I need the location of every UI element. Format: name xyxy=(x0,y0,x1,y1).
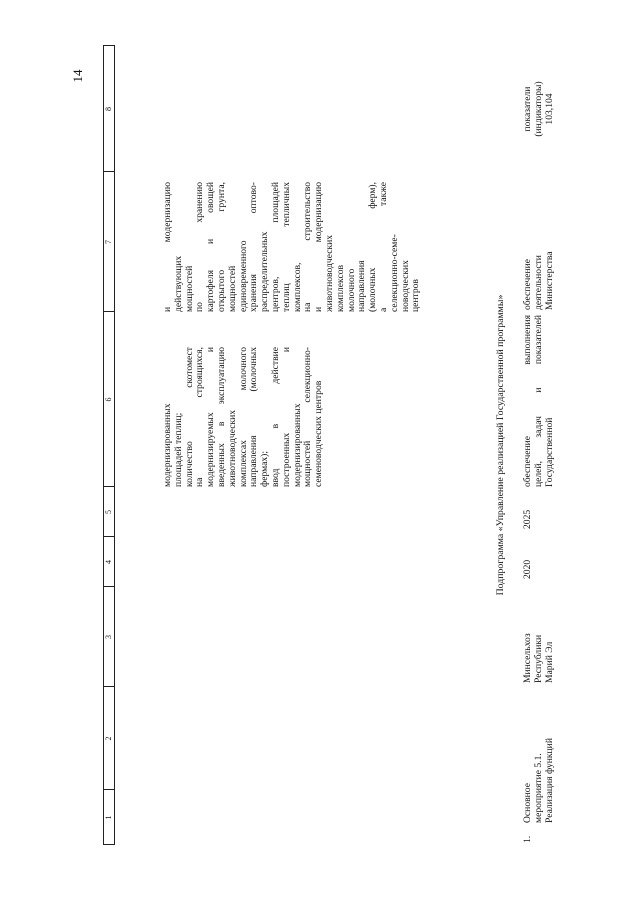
cell-line: (индикаторы) xyxy=(532,81,544,137)
column-number: 5 xyxy=(104,510,113,514)
cell-line: по хранению xyxy=(194,182,206,312)
column-number: 7 xyxy=(104,240,113,244)
cell-line: и модернизацию xyxy=(162,182,173,312)
cell-line: (молочных ферм), xyxy=(367,182,379,312)
column-number-row-border xyxy=(114,45,115,845)
cell-line: и модернизацию xyxy=(313,182,325,312)
activity-name-cell xyxy=(523,713,555,823)
cell-line: показатели xyxy=(522,86,533,132)
cell-line: распределительных xyxy=(259,231,271,312)
subprogram-title: Подпрограмма «Управление реализацией Государственной программы» xyxy=(495,294,506,596)
cell-line: комплексов, xyxy=(291,262,303,312)
cell-line: деятельности xyxy=(532,255,544,310)
goals-cell xyxy=(523,315,555,487)
cell-line: Марий Эл xyxy=(543,641,555,683)
cell-line: ввод в действие xyxy=(269,347,281,487)
end-year-cell: 2025 xyxy=(522,509,533,529)
cell-line: площадей теплиц; xyxy=(172,412,184,487)
results-cell xyxy=(523,180,555,310)
expected-results-cell xyxy=(163,182,422,312)
cell-line: на строительство xyxy=(302,182,314,312)
cell-line: молочного xyxy=(345,268,357,312)
page-number: 14 xyxy=(70,69,85,83)
cell-line: новодческих xyxy=(399,260,411,312)
column-number: 6 xyxy=(104,397,113,402)
cell-line: теплиц тепличных xyxy=(280,182,292,312)
cell-line: центров, площадей xyxy=(269,182,281,312)
column-number: 1 xyxy=(104,815,113,820)
cell-line: открытого грунта, xyxy=(215,182,227,312)
cell-line: селекционно-семе- xyxy=(388,234,400,312)
cell-line: комплексах молочного xyxy=(237,347,249,487)
cell-line: направления (молочных xyxy=(248,347,260,487)
cell-line: единовременного xyxy=(237,240,249,312)
cell-line: а также xyxy=(377,182,389,312)
column-number: 3 xyxy=(104,635,113,639)
cell-line: животноводческих xyxy=(226,409,238,487)
cell-line: модернизированных xyxy=(162,403,173,487)
cell-line: мощностей селекционно- xyxy=(302,347,314,487)
cell-line: 103,104 xyxy=(543,93,555,125)
indicators-cell xyxy=(163,347,325,487)
start-year-cell: 2020 xyxy=(522,559,533,579)
cell-line: количество скотомест xyxy=(183,347,195,487)
column-number: 2 xyxy=(104,736,113,741)
cell-line: модернизируемых и xyxy=(205,347,217,487)
indicators-link-cell xyxy=(523,46,555,172)
cell-line: мощностей xyxy=(226,265,238,312)
cell-line: построенных и xyxy=(280,347,292,487)
cell-line: модернизированных xyxy=(291,403,303,487)
cell-line: направления xyxy=(356,260,368,312)
cell-line: комплексов xyxy=(334,264,346,312)
cell-line: введенных в эксплуатацию xyxy=(215,347,227,487)
cell-line: Государственной xyxy=(543,417,555,487)
cell-line: действующих xyxy=(172,255,184,312)
cell-line: семеноводческих центров xyxy=(313,380,325,487)
cell-line: обеспечение выполнения xyxy=(522,315,533,487)
cell-line: центров xyxy=(410,279,422,312)
cell-line: Министерства xyxy=(543,251,555,310)
cell-line: фермах); xyxy=(259,450,271,487)
row-number: 1. xyxy=(522,835,533,843)
cell-line: животноводческих xyxy=(323,234,335,312)
column-number: 4 xyxy=(104,560,113,564)
cell-line: картофеля и овощей xyxy=(205,182,217,312)
cell-line: на строящихся, xyxy=(194,347,206,487)
executor-cell xyxy=(523,593,555,683)
table-sheet xyxy=(103,45,583,845)
cell-line: Республики xyxy=(532,634,544,683)
cell-line: Реализация функций xyxy=(543,738,555,823)
cell-line: обеспечение xyxy=(522,258,533,310)
cell-line: мощностей xyxy=(183,265,195,312)
cell-line: мероприятие 5.1. xyxy=(532,753,544,823)
column-number: 8 xyxy=(104,107,113,111)
cell-line: Минсельхоз xyxy=(522,633,533,683)
cell-line: хранения оптово- xyxy=(248,182,260,312)
cell-line: целей, задач и показателей xyxy=(532,315,544,487)
cell-line: Основное xyxy=(522,783,533,823)
